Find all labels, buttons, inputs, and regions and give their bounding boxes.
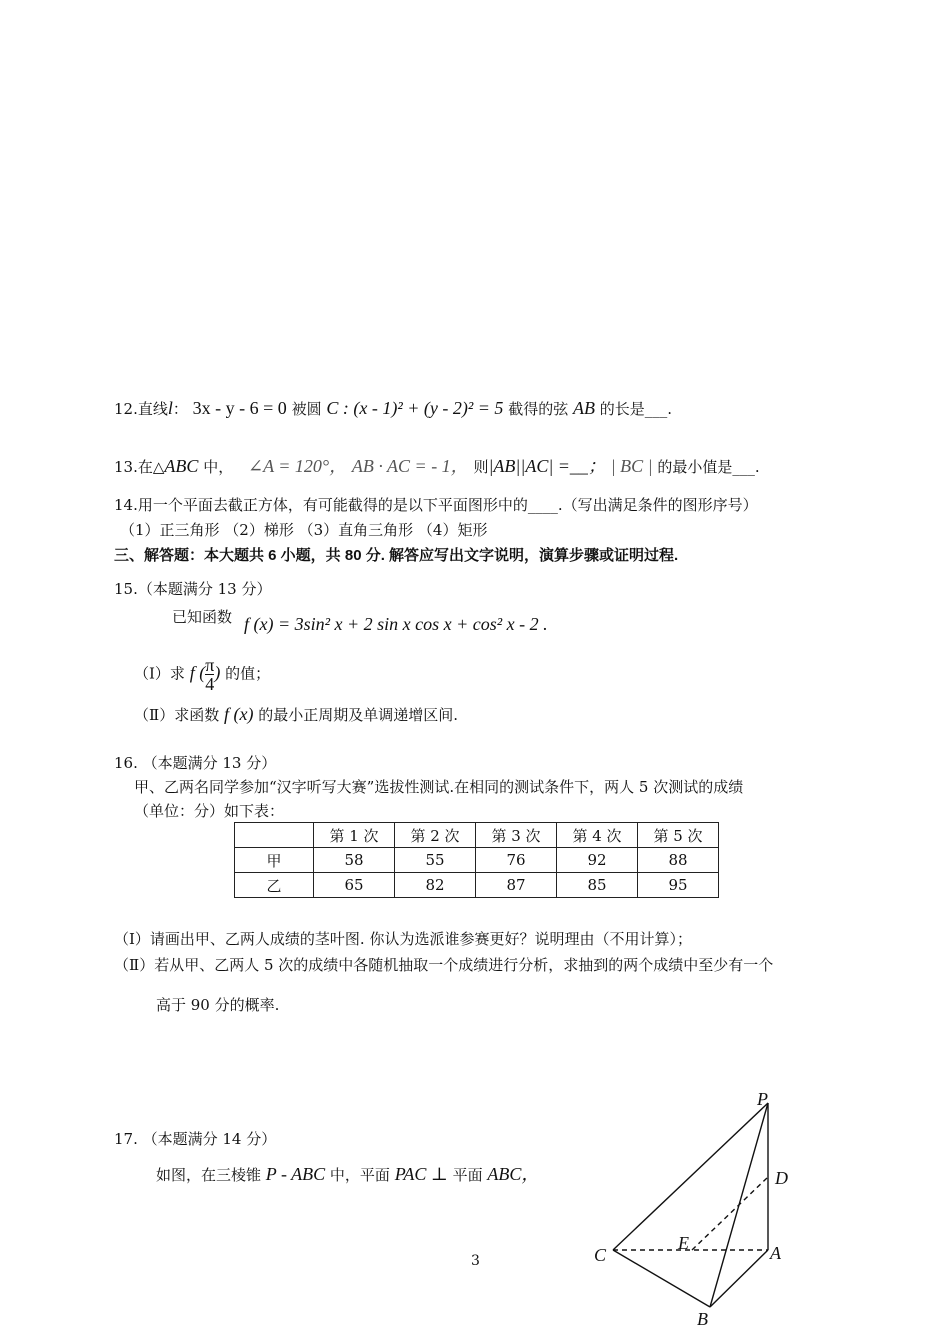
q13-angle: ∠A = 120°，	[247, 456, 348, 476]
q13-suffix: 的最小值是___.	[657, 458, 760, 476]
q12-mid: 被圆	[291, 400, 322, 418]
q15-part1	[134, 656, 270, 693]
table-cell: 82	[395, 873, 476, 898]
table-header-cell: 第 2 次	[395, 823, 476, 848]
q13-triangle: ABC	[164, 456, 199, 476]
edge-pc	[613, 1103, 768, 1250]
label-c: C	[594, 1245, 607, 1265]
q12-chord: AB	[573, 398, 595, 418]
q15-given-text: 已知函数	[172, 608, 233, 626]
q15-p1-f: f (	[189, 662, 206, 683]
q12-mid2: 截得的弦	[508, 400, 569, 418]
q16-score-table	[234, 822, 719, 898]
table-cell: 92	[557, 848, 638, 873]
q15-p1-denominator: 4	[205, 674, 215, 694]
q15-p1-suffix: 的值；	[225, 664, 271, 683]
q14-options: （1）正三角形 （2）梯形 （3）直角三角形 （4）矩形	[120, 521, 488, 539]
table-cell: 88	[638, 848, 719, 873]
label-a: A	[770, 1243, 781, 1263]
q15-function: f (x) = 3sin² x + 2 sin x cos x + cos² x - 2 .	[244, 614, 548, 634]
label-d: D	[775, 1168, 788, 1188]
table-row	[235, 848, 719, 873]
q15-p2-prefix: （Ⅱ）求函数	[134, 706, 220, 724]
q13-bc-magnitude: | BC |	[610, 456, 653, 476]
table-cell: 87	[476, 873, 557, 898]
q12-colon: ：	[172, 400, 188, 418]
table-row	[235, 873, 719, 898]
q13-line	[114, 452, 760, 478]
table-cell: 55	[395, 848, 476, 873]
q15-part2	[134, 704, 458, 725]
q15-p1-fraction	[205, 656, 214, 693]
q16-part2-cont: 高于 90 分的概率.	[156, 996, 280, 1014]
table-cell: 85	[557, 873, 638, 898]
label-p: P	[757, 1089, 768, 1109]
label-e: E	[678, 1233, 689, 1253]
table-header-row	[235, 823, 719, 848]
q17-text-c: 平面	[452, 1166, 483, 1184]
q12-line	[114, 398, 672, 419]
table-header-cell	[235, 823, 314, 848]
table-header-cell: 第 4 次	[557, 823, 638, 848]
table-cell: 65	[314, 873, 395, 898]
q17-head: 17. （本题满分 14 分）	[114, 1130, 277, 1148]
q15-p2-suffix: 的最小正周期及单调递增区间.	[258, 706, 459, 724]
q15-head: 15.（本题满分 13 分）	[114, 580, 272, 598]
table-cell: 58	[314, 848, 395, 873]
table-cell: 95	[638, 873, 719, 898]
q12-circle-equation: C : (x - 1)² + (y - 2)² = 5	[326, 398, 504, 418]
table-header-cell: 第 1 次	[314, 823, 395, 848]
q12-line-l: l	[167, 398, 173, 418]
edge-cb	[613, 1250, 710, 1307]
q14-text: 14.用一个平面去截正方体，有可能截得的是以下平面图形中的____.（写出满足条件的图形序号）	[114, 496, 758, 514]
q12-line-equation: 3x - y - 6 = 0	[192, 398, 287, 418]
q13-mid: 中，	[203, 458, 234, 476]
q16-line2: （单位：分）如下表：	[134, 802, 285, 820]
q13-dot-product: AB · AC = - 1，	[351, 456, 469, 476]
q15-given	[172, 606, 232, 627]
q16-line1: 甲、乙两名同学参加“汉字听写大赛”选拔性测试.在相同的测试条件下，两人 5 次测试的成绩	[134, 778, 744, 796]
label-b: B	[697, 1309, 708, 1329]
q13-magnitude-product: |AB||AC| =__；	[488, 456, 606, 476]
q15-p1-prefix: （Ⅰ）求	[134, 664, 185, 683]
q17-pyramid: P - ABC	[265, 1164, 326, 1184]
q17-plane-abc: ABC，	[487, 1164, 540, 1184]
q13-then: 则	[473, 458, 489, 476]
q16-part2: （Ⅱ）若从甲、乙两人 5 次的成绩中各随机抽取一个成绩进行分析，求抽到的两个成绩中至少有一个	[114, 956, 774, 974]
q17-text-a: 如图，在三棱锥	[156, 1166, 262, 1184]
q15-p1-close: )	[214, 662, 221, 683]
q12-prefix: 12.直线	[114, 400, 168, 418]
q17-text-b: 中，平面	[329, 1166, 390, 1184]
table-cell: 乙	[235, 873, 314, 898]
q15-p1-numerator: π	[205, 655, 215, 675]
q17-plane-pac: PAC ⊥	[394, 1164, 448, 1184]
pyramid-figure	[580, 1085, 820, 1335]
page-number: 3	[471, 1253, 480, 1269]
section-3-header: 三、解答题：本大题共 6 小题，共 80 分. 解答应写出文字说明，演算步骤或证明过程.	[114, 547, 679, 564]
q16-part1: （Ⅰ）请画出甲、乙两人成绩的茎叶图. 你认为选派谁参赛更好？说明理由（不用计算）；	[114, 930, 692, 948]
table-header-cell: 第 3 次	[476, 823, 557, 848]
q13-prefix: 13.在△	[114, 458, 165, 476]
q12-suffix: 的长是___.	[599, 400, 673, 418]
table-header-cell: 第 5 次	[638, 823, 719, 848]
table-cell: 76	[476, 848, 557, 873]
table-cell: 甲	[235, 848, 314, 873]
q17-text	[156, 1160, 539, 1186]
q16-head: 16. （本题满分 13 分）	[114, 754, 277, 772]
q15-p2-f: f (x)	[223, 704, 254, 724]
